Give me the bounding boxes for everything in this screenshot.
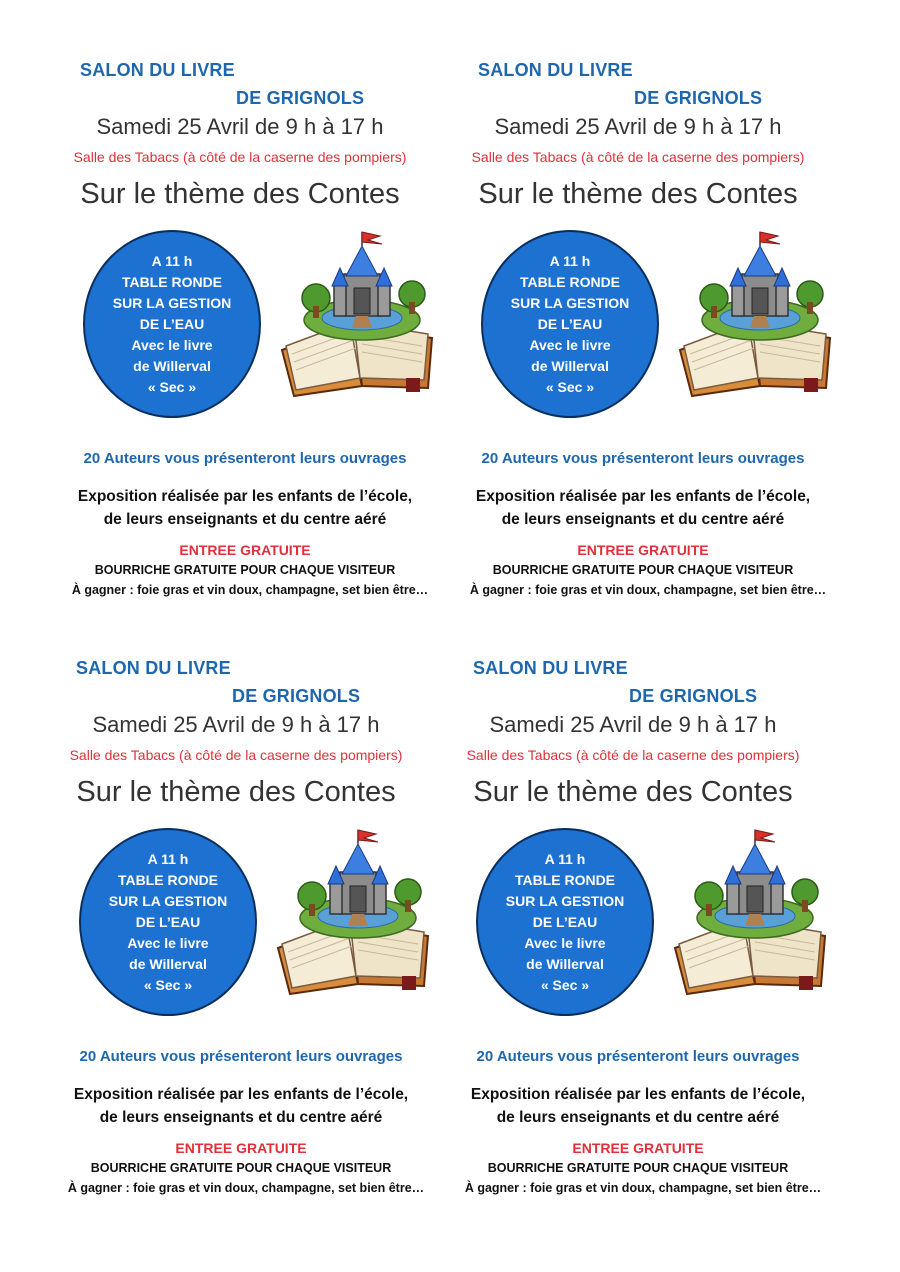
exposition-line: de leurs enseignants et du centre aéré — [99, 1109, 383, 1126]
authors-announcement: 20 Auteurs vous présenteront leurs ouvrages — [481, 450, 805, 467]
event-theme: Sur le thème des Contes — [478, 178, 798, 210]
bubble-line: TABLE RONDE — [519, 273, 621, 290]
bubble-line: de Willerval — [526, 955, 604, 972]
exposition-line: Exposition réalisée par les enfants de l’école, — [77, 488, 413, 505]
prizes-text: À gagner : foie gras et vin doux, champagne, set bien être… — [71, 583, 429, 597]
event-flyer — [40, 58, 460, 638]
castle-on-open-book-icon — [262, 228, 442, 408]
bubble-line: « Sec » — [545, 378, 595, 395]
bubble-line: Avec le livre — [529, 336, 611, 353]
event-theme: Sur le thème des Contes — [80, 178, 400, 210]
bubble-line: de Willerval — [133, 357, 211, 374]
round-table-bubble — [83, 230, 261, 418]
round-table-bubble — [79, 828, 257, 1016]
event-flyer — [438, 58, 858, 638]
event-date: Samedi 25 Avril de 9 h à 17 h — [92, 712, 380, 737]
raffle-text: BOURRICHE GRATUITE POUR CHAQUE VISITEUR — [487, 1161, 789, 1175]
raffle-text: BOURRICHE GRATUITE POUR CHAQUE VISITEUR — [90, 1161, 392, 1175]
flyer-title-line1: SALON DU LIVRE — [473, 658, 628, 678]
raffle-text: BOURRICHE GRATUITE POUR CHAQUE VISITEUR — [94, 563, 396, 577]
exposition-line: Exposition réalisée par les enfants de l’école, — [475, 488, 811, 505]
bubble-line: A 11 h — [549, 252, 591, 269]
exposition-line: de leurs enseignants et du centre aéré — [103, 511, 387, 528]
bubble-line: TABLE RONDE — [514, 871, 616, 888]
flyer-title-line1: SALON DU LIVRE — [80, 60, 235, 80]
bubble-line: Avec le livre — [131, 336, 213, 353]
free-entry-label: ENTREE GRATUITE — [572, 1140, 704, 1156]
round-table-bubble — [481, 230, 659, 418]
exposition-line: de leurs enseignants et du centre aéré — [496, 1109, 780, 1126]
bubble-line: Avec le livre — [127, 934, 209, 951]
bubble-line: de Willerval — [129, 955, 207, 972]
bubble-line: SUR LA GESTION — [505, 892, 625, 909]
event-date: Samedi 25 Avril de 9 h à 17 h — [489, 712, 777, 737]
free-entry-label: ENTREE GRATUITE — [175, 1140, 307, 1156]
raffle-text: BOURRICHE GRATUITE POUR CHAQUE VISITEUR — [492, 563, 794, 577]
flyer-title-line2: DE GRIGNOLS — [629, 686, 758, 706]
castle-on-open-book-icon — [660, 228, 840, 408]
exposition-text — [438, 485, 848, 531]
free-entry-label: ENTREE GRATUITE — [179, 542, 311, 558]
event-theme: Sur le thème des Contes — [473, 776, 793, 808]
prizes-text: À gagner : foie gras et vin doux, champagne, set bien être… — [469, 583, 827, 597]
bubble-line: A 11 h — [544, 850, 586, 867]
authors-announcement: 20 Auteurs vous présenteront leurs ouvrages — [476, 1048, 800, 1065]
event-flyer — [433, 656, 853, 1236]
bubble-line: de Willerval — [531, 357, 609, 374]
flyer-title-line2: DE GRIGNOLS — [634, 88, 763, 108]
flyer-title-line2: DE GRIGNOLS — [236, 88, 365, 108]
exposition-text — [433, 1083, 843, 1129]
castle-on-open-book-icon — [258, 826, 438, 1006]
bubble-line: DE L’EAU — [537, 315, 603, 332]
event-venue: Salle des Tabacs (à côté de la caserne des pompiers) — [471, 149, 805, 165]
exposition-line: Exposition réalisée par les enfants de l’école, — [470, 1086, 806, 1103]
event-flyer — [36, 656, 456, 1236]
event-theme: Sur le thème des Contes — [76, 776, 396, 808]
castle-on-open-book-icon — [655, 826, 835, 1006]
bubble-line: DE L’EAU — [532, 913, 598, 930]
flyer-title-line2: DE GRIGNOLS — [232, 686, 361, 706]
event-date: Samedi 25 Avril de 9 h à 17 h — [494, 114, 782, 139]
bubble-line: SUR LA GESTION — [510, 294, 630, 311]
bubble-line: Avec le livre — [524, 934, 606, 951]
bubble-line: TABLE RONDE — [117, 871, 219, 888]
exposition-text — [40, 485, 450, 531]
bubble-line: « Sec » — [540, 976, 590, 993]
bubble-line: TABLE RONDE — [121, 273, 223, 290]
exposition-line: de leurs enseignants et du centre aéré — [501, 511, 785, 528]
bubble-line: DE L’EAU — [139, 315, 205, 332]
authors-announcement: 20 Auteurs vous présenteront leurs ouvrages — [83, 450, 407, 467]
authors-announcement: 20 Auteurs vous présenteront leurs ouvrages — [79, 1048, 403, 1065]
event-venue: Salle des Tabacs (à côté de la caserne des pompiers) — [466, 747, 800, 763]
round-table-bubble — [476, 828, 654, 1016]
event-date: Samedi 25 Avril de 9 h à 17 h — [96, 114, 384, 139]
bubble-line: « Sec » — [147, 378, 197, 395]
bubble-line: SUR LA GESTION — [108, 892, 228, 909]
bubble-line: A 11 h — [151, 252, 193, 269]
bubble-line: « Sec » — [143, 976, 193, 993]
prizes-text: À gagner : foie gras et vin doux, champagne, set bien être… — [464, 1181, 822, 1195]
event-venue: Salle des Tabacs (à côté de la caserne des pompiers) — [69, 747, 403, 763]
bubble-line: SUR LA GESTION — [112, 294, 232, 311]
prizes-text: À gagner : foie gras et vin doux, champagne, set bien être… — [67, 1181, 425, 1195]
exposition-line: Exposition réalisée par les enfants de l’école, — [73, 1086, 409, 1103]
flyer-title-line1: SALON DU LIVRE — [76, 658, 231, 678]
bubble-line: DE L’EAU — [135, 913, 201, 930]
flyer-title-line1: SALON DU LIVRE — [478, 60, 633, 80]
bubble-line: A 11 h — [147, 850, 189, 867]
exposition-text — [36, 1083, 446, 1129]
free-entry-label: ENTREE GRATUITE — [577, 542, 709, 558]
event-venue: Salle des Tabacs (à côté de la caserne des pompiers) — [73, 149, 407, 165]
